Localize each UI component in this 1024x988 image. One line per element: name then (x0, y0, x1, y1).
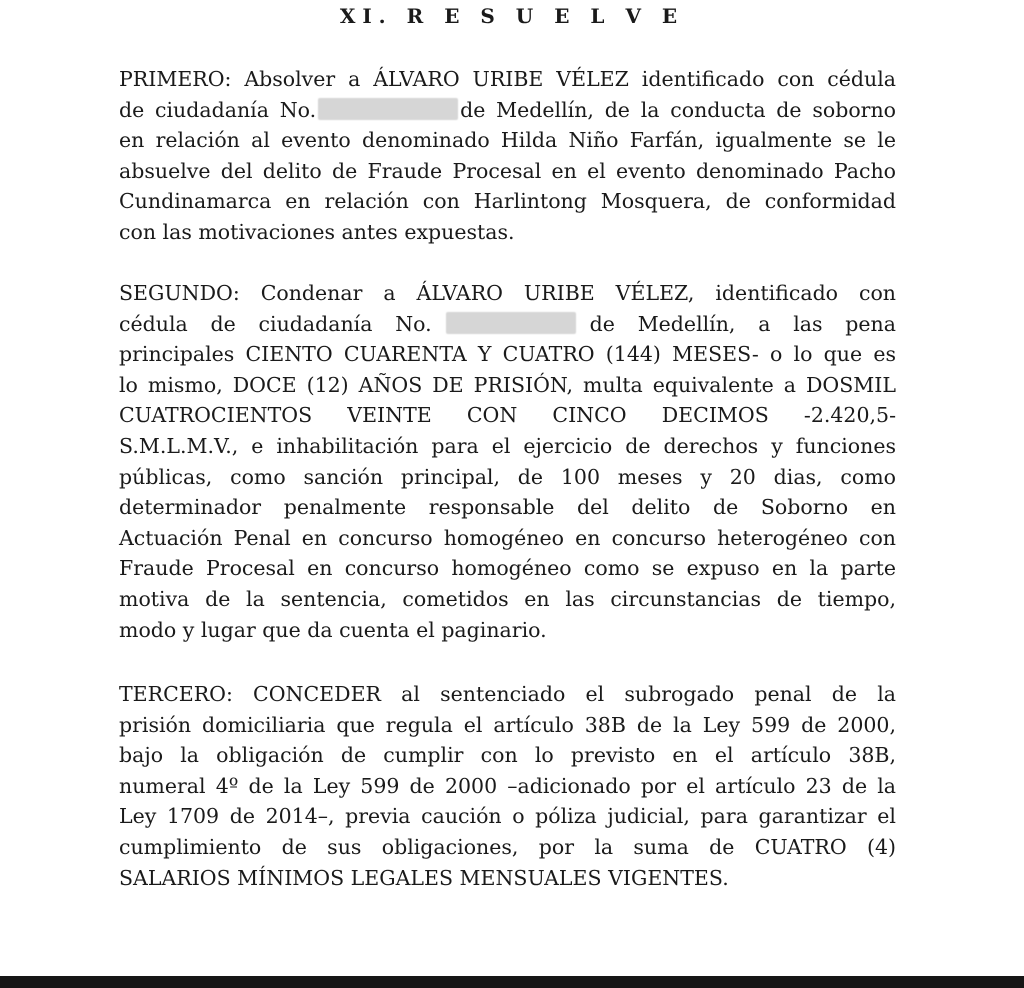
text-line: cumplimiento de sus obligaciones, por la suma de CUATRO (4) (119, 834, 896, 859)
text-line: Fraude Procesal en concurso homogéneo como se expuso en la parte (119, 556, 896, 581)
text-line: S.M.L.M.V., e inhabilitación para el ejercicio de derechos y funciones (119, 433, 896, 458)
text-fragment: de ciudadanía No. (119, 97, 317, 122)
text-fragment: cédula de ciudadanía No. (119, 311, 432, 336)
text-line: numeral 4º de la Ley 599 de 2000 –adicionado por el artículo 23 de la (119, 773, 896, 798)
section-heading: XI. R E S U E L V E (339, 4, 685, 28)
paragraph-tercero (119, 679, 896, 893)
text-line: determinador penalmente responsable del delito de Soborno en (119, 495, 896, 520)
text-line: absuelve del delito de Fraude Procesal en el evento denominado Pacho (119, 158, 896, 183)
text-line: TERCERO: CONCEDER al sentenciado el subrogado penal de la (119, 682, 896, 706)
text-line: con las motivaciones antes expuestas. (119, 219, 515, 244)
text-fragment: de Medellín, a las pena (589, 311, 896, 336)
redacted-id-number (446, 312, 576, 334)
text-line: modo y lugar que da cuenta el paginario. (119, 617, 547, 642)
text-line: en relación al evento denominado Hilda Niño Farfán, igualmente se le (119, 128, 896, 153)
text-line: PRIMERO: Absolver a ÁLVARO URIBE VÉLEZ identificado con cédula (119, 67, 896, 91)
text-line: motiva de la sentencia, cometidos en las circunstancias de tiempo, (119, 586, 896, 611)
text-line: SALARIOS MÍNIMOS LEGALES MENSUALES VIGENTES. (119, 865, 729, 890)
bottom-border (0, 976, 1024, 988)
text-line: prisión domiciliaria que regula el artículo 38B de la Ley 599 de 2000, (119, 712, 896, 737)
text-line: lo mismo, DOCE (12) AÑOS DE PRISIÓN, multa equivalente a DOSMIL (119, 372, 896, 397)
text-line: Cundinamarca en relación con Harlintong Mosquera, de conformidad (119, 189, 896, 214)
text-line: SEGUNDO: Condenar a ÁLVARO URIBE VÉLEZ, identificado con (119, 281, 896, 305)
paragraph-segundo (119, 278, 896, 645)
text-line: Ley 1709 de 2014–, previa caución o póliza judicial, para garantizar el (119, 804, 896, 829)
text-line: públicas, como sanción principal, de 100 meses y 20 dias, como (119, 464, 896, 489)
text-line (119, 95, 896, 126)
redacted-id-number (318, 98, 458, 120)
text-line: principales CIENTO CUARENTA Y CUATRO (144) MESES- o lo que es (119, 342, 896, 367)
text-line: bajo la obligación de cumplir con lo previsto en el artículo 38B, (119, 743, 896, 768)
text-line (119, 309, 896, 340)
text-line: Actuación Penal en concurso homogéneo en concurso heterogéneo con (119, 525, 896, 550)
text-fragment: de Medellín, de la conducta de soborno (460, 97, 896, 122)
paragraph-primero (119, 64, 896, 248)
text-line: CUATROCIENTOS VEINTE CON CINCO DECIMOS -2.420,5- (119, 403, 896, 428)
